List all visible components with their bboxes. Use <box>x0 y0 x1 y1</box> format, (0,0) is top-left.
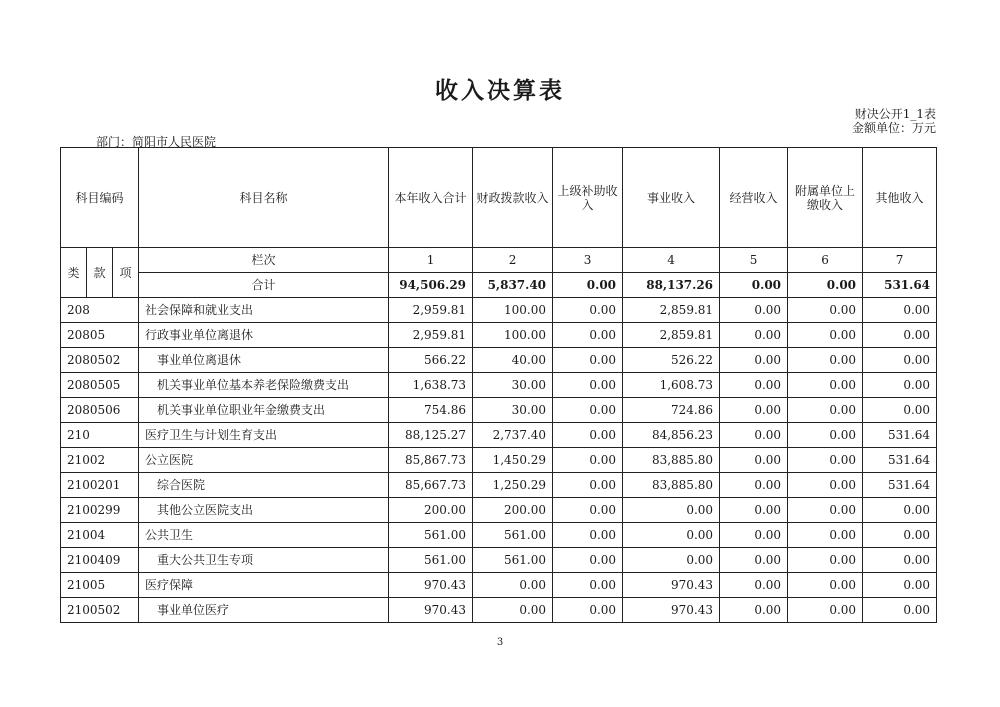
row-value: 0.00 <box>788 298 863 323</box>
row-value: 0.00 <box>863 398 937 423</box>
row-value: 85,667.73 <box>389 473 473 498</box>
row-value: 1,250.29 <box>473 473 553 498</box>
row-value: 0.00 <box>553 373 623 398</box>
row-value: 970.43 <box>623 573 720 598</box>
total-value: 0.00 <box>788 273 863 298</box>
row-value: 200.00 <box>473 498 553 523</box>
label-xiang: 项 <box>113 248 139 298</box>
row-value: 561.00 <box>389 548 473 573</box>
row-value: 561.00 <box>389 523 473 548</box>
row-value: 0.00 <box>720 448 788 473</box>
row-name: 行政事业单位离退休 <box>139 323 389 348</box>
row-code: 20805 <box>61 323 139 348</box>
column-index: 1 <box>389 248 473 273</box>
header-col1: 本年收入合计 <box>389 148 473 248</box>
row-name: 机关事业单位基本养老保险缴费支出 <box>139 373 389 398</box>
row-value: 0.00 <box>473 598 553 623</box>
row-value: 970.43 <box>623 598 720 623</box>
row-name: 机关事业单位职业年金缴费支出 <box>139 398 389 423</box>
row-name: 社会保障和就业支出 <box>139 298 389 323</box>
amount-unit: 金额单位：万元 <box>851 121 936 135</box>
table-row <box>61 498 937 523</box>
row-value: 0.00 <box>720 398 788 423</box>
row-value: 0.00 <box>720 523 788 548</box>
row-value: 0.00 <box>720 298 788 323</box>
row-value: 970.43 <box>389 573 473 598</box>
row-value: 2,737.40 <box>473 423 553 448</box>
row-value: 0.00 <box>863 548 937 573</box>
table-row <box>61 423 937 448</box>
header-code: 科目编码 <box>61 148 139 248</box>
row-value: 531.64 <box>863 448 937 473</box>
row-value: 0.00 <box>863 348 937 373</box>
label-lei: 类 <box>61 248 87 298</box>
total-value: 5,837.40 <box>473 273 553 298</box>
row-value: 0.00 <box>720 548 788 573</box>
table-row <box>61 548 937 573</box>
column-index: 4 <box>623 248 720 273</box>
row-value: 83,885.80 <box>623 473 720 498</box>
row-value: 88,125.27 <box>389 423 473 448</box>
total-value: 94,506.29 <box>389 273 473 298</box>
column-index: 7 <box>863 248 937 273</box>
row-value: 0.00 <box>720 598 788 623</box>
row-value: 0.00 <box>720 423 788 448</box>
row-value: 0.00 <box>863 373 937 398</box>
table-row <box>61 298 937 323</box>
row-value: 0.00 <box>788 348 863 373</box>
row-value: 0.00 <box>720 323 788 348</box>
row-value: 0.00 <box>553 398 623 423</box>
row-value: 531.64 <box>863 473 937 498</box>
row-code: 2080502 <box>61 348 139 373</box>
row-value: 0.00 <box>788 473 863 498</box>
column-index: 5 <box>720 248 788 273</box>
row-value: 0.00 <box>553 548 623 573</box>
header-col6: 附属单位上缴收入 <box>788 148 863 248</box>
row-value: 0.00 <box>863 598 937 623</box>
row-value: 0.00 <box>553 423 623 448</box>
row-value: 0.00 <box>863 323 937 348</box>
row-value: 0.00 <box>553 298 623 323</box>
row-value: 2,959.81 <box>389 298 473 323</box>
row-value: 100.00 <box>473 298 553 323</box>
row-value: 2,859.81 <box>623 298 720 323</box>
row-value: 0.00 <box>553 573 623 598</box>
row-value: 0.00 <box>788 448 863 473</box>
row-code: 2080505 <box>61 373 139 398</box>
header-col5: 经营收入 <box>720 148 788 248</box>
total-value: 0.00 <box>720 273 788 298</box>
row-name: 公立医院 <box>139 448 389 473</box>
header-col7: 其他收入 <box>863 148 937 248</box>
row-value: 0.00 <box>788 373 863 398</box>
row-value: 30.00 <box>473 398 553 423</box>
row-value: 1,450.29 <box>473 448 553 473</box>
column-index: 2 <box>473 248 553 273</box>
header-col3: 上级补助收入 <box>553 148 623 248</box>
row-code: 210 <box>61 423 139 448</box>
row-value: 970.43 <box>389 598 473 623</box>
row-value: 0.00 <box>788 573 863 598</box>
row-value: 0.00 <box>788 498 863 523</box>
row-value: 561.00 <box>473 523 553 548</box>
row-code: 21005 <box>61 573 139 598</box>
row-name: 医疗保障 <box>139 573 389 598</box>
row-name: 事业单位医疗 <box>139 598 389 623</box>
table-row <box>61 348 937 373</box>
row-value: 83,885.80 <box>623 448 720 473</box>
total-value: 0.00 <box>553 273 623 298</box>
table-row <box>61 473 937 498</box>
row-value: 0.00 <box>553 523 623 548</box>
row-code: 21004 <box>61 523 139 548</box>
page-number: 3 <box>496 637 504 648</box>
row-value: 200.00 <box>389 498 473 523</box>
row-code: 2100201 <box>61 473 139 498</box>
total-row <box>61 273 937 298</box>
row-value: 40.00 <box>473 348 553 373</box>
row-value: 0.00 <box>720 373 788 398</box>
row-value: 0.00 <box>720 498 788 523</box>
row-value: 0.00 <box>623 548 720 573</box>
row-value: 0.00 <box>553 348 623 373</box>
table-row <box>61 448 937 473</box>
row-value: 1,638.73 <box>389 373 473 398</box>
header-name: 科目名称 <box>139 148 389 248</box>
row-name: 综合医院 <box>139 473 389 498</box>
row-value: 100.00 <box>473 323 553 348</box>
row-value: 0.00 <box>553 498 623 523</box>
row-code: 21002 <box>61 448 139 473</box>
header-col2: 财政拨款收入 <box>473 148 553 248</box>
table-row <box>61 323 937 348</box>
total-value: 531.64 <box>863 273 937 298</box>
department-label: 部门：简阳市人民医院 <box>96 135 217 149</box>
row-value: 0.00 <box>720 573 788 598</box>
row-name: 事业单位离退休 <box>139 348 389 373</box>
row-value: 0.00 <box>720 473 788 498</box>
row-code: 208 <box>61 298 139 323</box>
header-row <box>61 148 937 248</box>
row-value: 0.00 <box>720 348 788 373</box>
row-name: 公共卫生 <box>139 523 389 548</box>
row-value: 0.00 <box>623 523 720 548</box>
row-value: 84,856.23 <box>623 423 720 448</box>
row-value: 0.00 <box>788 548 863 573</box>
row-value: 0.00 <box>788 398 863 423</box>
row-value: 0.00 <box>863 573 937 598</box>
row-name: 重大公共卫生专项 <box>139 548 389 573</box>
table-row <box>61 373 937 398</box>
total-value: 88,137.26 <box>623 273 720 298</box>
row-value: 526.22 <box>623 348 720 373</box>
row-name: 医疗卫生与计划生育支出 <box>139 423 389 448</box>
row-value: 561.00 <box>473 548 553 573</box>
row-value: 0.00 <box>553 448 623 473</box>
row-name: 其他公立医院支出 <box>139 498 389 523</box>
table-row <box>61 598 937 623</box>
label-kuan: 款 <box>87 248 113 298</box>
row-value: 2,859.81 <box>623 323 720 348</box>
row-value: 0.00 <box>788 598 863 623</box>
row-value: 0.00 <box>863 523 937 548</box>
table-row <box>61 523 937 548</box>
row-value: 1,608.73 <box>623 373 720 398</box>
page-title: 收入决算表 <box>435 78 565 104</box>
row-value: 531.64 <box>863 423 937 448</box>
column-index-row <box>61 248 937 273</box>
row-value: 566.22 <box>389 348 473 373</box>
row-value: 754.86 <box>389 398 473 423</box>
row-value: 0.00 <box>863 498 937 523</box>
row-code: 2100299 <box>61 498 139 523</box>
table-row <box>61 398 937 423</box>
row-code: 2100409 <box>61 548 139 573</box>
row-value: 0.00 <box>473 573 553 598</box>
label-lanci: 栏次 <box>139 248 389 273</box>
row-value: 0.00 <box>553 323 623 348</box>
column-index: 6 <box>788 248 863 273</box>
row-value: 0.00 <box>788 323 863 348</box>
row-value: 0.00 <box>863 298 937 323</box>
total-label: 合计 <box>139 273 389 298</box>
row-value: 0.00 <box>788 423 863 448</box>
row-value: 85,867.73 <box>389 448 473 473</box>
row-value: 2,959.81 <box>389 323 473 348</box>
header-col4: 事业收入 <box>623 148 720 248</box>
row-code: 2080506 <box>61 398 139 423</box>
row-value: 0.00 <box>553 473 623 498</box>
row-value: 724.86 <box>623 398 720 423</box>
row-value: 30.00 <box>473 373 553 398</box>
row-code: 2100502 <box>61 598 139 623</box>
form-code: 财决公开1_1表 <box>854 107 936 121</box>
row-value: 0.00 <box>788 523 863 548</box>
income-table <box>60 147 937 623</box>
row-value: 0.00 <box>623 498 720 523</box>
row-value: 0.00 <box>553 598 623 623</box>
column-index: 3 <box>553 248 623 273</box>
table-row <box>61 573 937 598</box>
